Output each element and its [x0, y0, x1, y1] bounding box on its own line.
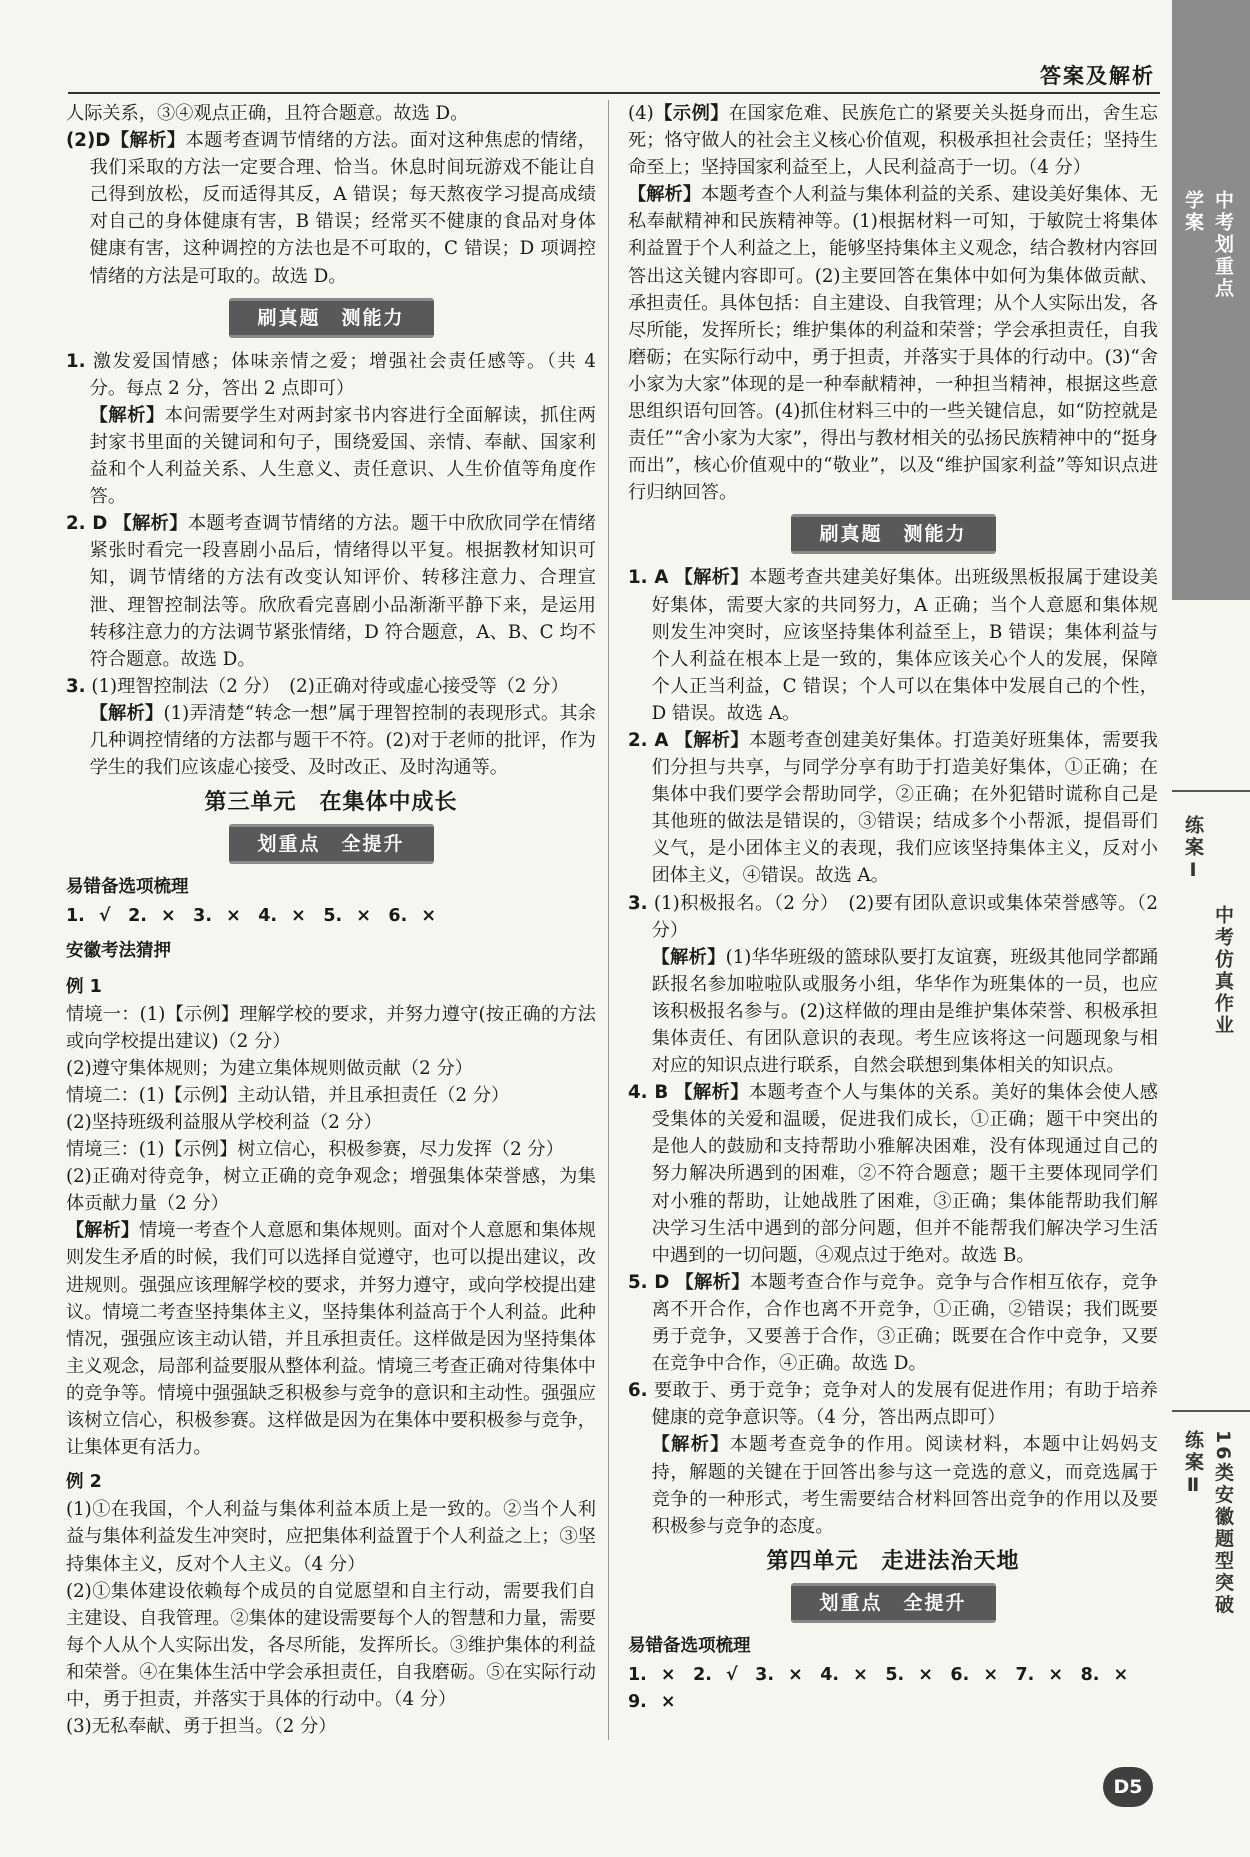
column-divider — [608, 100, 609, 1740]
side-tab-label: 练案Ⅰ — [1182, 815, 1204, 884]
header-rule — [68, 92, 1160, 94]
scenario-3a: 情境三：(1)【示例】树立信心，积极参赛，尽力发挥（2 分） — [66, 1139, 564, 1161]
side-tab-divider — [1172, 1410, 1250, 1412]
subheading-error-review: 易错备选项梳理 — [66, 877, 189, 898]
paragraph: 人际关系，③④观点正确，且符合题意。故选 D。 — [66, 103, 469, 124]
right-column — [628, 100, 1158, 1722]
section-banner-keypoints: 划重点 全提升 — [229, 824, 434, 864]
example-1-label: 例 1 — [66, 976, 102, 997]
answer-marks: 1. × 2. √ 3. × 4. × 5. × 6. × 7. × 8. × 9. × — [628, 1664, 1146, 1713]
page-number: D5 — [1103, 1767, 1153, 1807]
question-1: 1. 激发爱国情感；体味亲情之爱；增强社会责任感等。（共 4 分。每点 2 分，答出 2 点即可） — [66, 350, 596, 399]
header-title: 答案及解析 — [1040, 64, 1155, 88]
section-banner-keypoints: 划重点 全提升 — [791, 1583, 996, 1623]
question-2: 2. A 【解析】本题考查创建美好集体。打造美好班集体，需要我们分担与共享，与同学分享有助于打造美好集体，①正确；在集体中我们要学会帮助同学，②正确；在外犯错时谎称自己是其他班的做法是错误的，③错误；结成多个小帮派，提倡哥们义气，是小团体主义的表现，我们应该坚持集体主义，反对小团体主义，④错误。故选 A。 — [628, 729, 1158, 887]
question-3: 3. (1)积极报名。（2 分） (2)要有团队意识或集体荣誉感等。（2 分） — [628, 892, 1158, 941]
question-2: 2. D 【解析】本题考查调节情绪的方法。题干中欣欣同学在情绪紧张时看完一段喜剧小品后，情绪得以平复。根据教材知识可知，调节情绪的方法有改变认知评价、转移注意力、合理宣泄、理智控制法等。欣欣看完喜剧小品渐渐平静下来，是运用转移注意力的方法调节紧张情绪，D 符合题意，A、B、C 均不符合题意。故选 D。 — [66, 513, 596, 670]
scenario-1a: 情境一：(1)【示例】理解学校的要求，并努力遵守(按正确的方法或向学校提出建议)（2 分） — [66, 1003, 596, 1052]
side-tab-label: 中考划重点 — [1212, 190, 1234, 300]
answer-2-d: (2)D【解析】本题考查调节情绪的方法。面对这种焦虑的情绪，我们采取的方法一定要合理、恰当。休息时间玩游戏不能让自己得到放松，反而适得其反，A 错误；每天熬夜学习提高成绩对自己的身体健康有害，B 错误；经常买不健康的食品对身体健康有害，这种调控的方法也是不可取的，C 错误；D 项调控情绪的方法是可取的。故选 D。 — [66, 130, 596, 287]
side-tab-label: 练案Ⅱ — [1182, 1430, 1204, 1499]
example-2-c: (3)无私奉献、勇于担当。（2 分） — [66, 1716, 337, 1738]
side-tab-divider — [1172, 790, 1250, 792]
question-5: 5. D 【解析】本题考查合作与竞争。竞争与合作相互依存，竞争离不开合作，合作也离不开竞争，①正确，②错误；我们既要勇于竞争，又要善于合作，③正确；既要在合作中竞争，又要在竞争中合作，④正确。故选 D。 — [628, 1271, 1158, 1375]
left-column — [66, 100, 596, 1740]
side-tab-active — [1172, 0, 1250, 600]
scenario-1b: (2)遵守集体规则；为建立集体规则做贡献（2 分） — [66, 1057, 473, 1079]
answer-4-example: (4)【示例】在国家危难、民族危亡的紧要关头挺身而出，舍生忘死；恪守做人的社会主义核心价值观，积极承担社会责任；坚持生命至上；坚持国家利益至上，人民利益高于一切。（4 分） — [628, 103, 1158, 179]
section-banner-practice: 刷真题 测能力 — [791, 514, 996, 554]
example-2-b: (2)①集体建设依赖每个成员的自觉愿望和自主行动，需要我们自主建设、自我管理。②集体的建设需要每个人的智慧和力量，需要每个人从个人实际出发，各尽所能，发挥所长。③维护集体的利益和荣誉。④在集体生活中学会承担责任，自我磨砺。⑤在实际行动中，勇于担责，并落实于具体的行动中。（4 分） — [66, 1580, 596, 1710]
question-1-analysis: 【解析】本问需要学生对两封家书内容进行全面解读，抓住两封家书里面的关键词和句子，围绕爱国、亲情、奉献、国家利益和个人利益关系、人生意义、责任意识、人生价值等角度作答。 — [89, 404, 596, 508]
question-3-analysis: 【解析】(1)华华班级的篮球队要打友谊赛，班级其他同学都踊跃报名参加啦啦队或服务小组，华华作为班集体的一员，也应该积极报名参与。(2)这样做的理由是维护集体荣誉、积极承担集体责任、有团队意识的表现。考生应该将这一问题现象与相对应的知识点进行联系，自然会联想到集体相关的知识点。 — [651, 946, 1158, 1077]
subheading-anhui: 安徽考法猜押 — [66, 941, 171, 962]
question-1: 1. A 【解析】本题考查共建美好集体。出班级黑板报属于建设美好集体，需要大家的共同努力，A 正确；当个人意愿和集体规则发生冲突时，应该坚持集体利益至上，B 错误；集体利益与个人利益在根本上是一致的，集体应该关心个人的发展，保障个人正当利益，C 错误；个人可以在集体中发展自己的个性，D 错误。故选 A。 — [628, 567, 1158, 724]
scenario-3b: (2)正确对待竞争，树立正确的竞争观念；增强集体荣誉感，为集体贡献力量（2 分） — [66, 1166, 596, 1215]
question-3: 3. (1)理智控制法（2 分） (2)正确对待或虚心接受等（2 分） — [66, 675, 569, 697]
side-tab-label: 16类安徽题型突破 — [1212, 1430, 1234, 1617]
unit-3-title: 第三单元 在集体中成长 — [204, 790, 458, 816]
side-tab-label: 学案 — [1182, 190, 1204, 234]
example-1-analysis: 【解析】情境一考查个人意愿和集体规则。面对个人意愿和集体规则发生矛盾的时候，我们可以选择自觉遵守，也可以提出建议，改进规则。强强应该理解学校的要求，并努力遵守，或向学校提出建议。情境二考查坚持集体主义，坚持集体利益高于个人利益。此种情况，强强应该主动认错，并且承担责任。这样做是因为坚持集体主义观念，局部利益要服从整体利益。情境三考查正确对待集体中的竞争等。情境中强强缺乏积极参与竞争的意识和主动性。强强应该树立信心，积极参赛。这样做是因为在集体中要积极参与竞争，让集体更有活力。 — [66, 1220, 596, 1459]
example-2-label: 例 2 — [66, 1472, 102, 1493]
scenario-2b: (2)坚持班级利益服从学校利益（2 分） — [66, 1112, 382, 1133]
unit-4-title: 第四单元 走进法治天地 — [766, 1548, 1020, 1574]
subheading-error-review: 易错备选项梳理 — [628, 1635, 751, 1656]
scenario-2a: 情境二：(1)【示例】主动认错，并且承担责任（2 分） — [66, 1084, 510, 1106]
question-6: 6. 要敢于、勇于竞争；竞争对人的发展有促进作用；有助于培养健康的竞争意识等。（4 分，答出两点即可） — [628, 1380, 1158, 1429]
question-3-analysis: 【解析】(1)弄清楚“转念一想”属于理智控制的表现形式。其余几种调控情绪的方法都与题干不符。(2)对于老师的批评，作为学生的我们应该虚心接受、及时改正、及时沟通等。 — [89, 702, 596, 779]
example-2-a: (1)①在我国，个人利益与集体利益本质上是一致的。②当个人利益与集体利益发生冲突时，应把集体利益置于个人利益之上；③坚持集体主义，反对个人主义。（4 分） — [66, 1499, 596, 1575]
answer-4-analysis: 【解析】本题考查个人利益与集体利益的关系、建设美好集体、无私奉献精神和民族精神等。(1)根据材料一可知，于敏院士将集体利益置于个人利益之上，能够坚持集体主义观念，结合教材内容回答出这关键内容即可。(2)主要回答在集体中如何为集体做贡献、承担责任。具体包括：自主建设、自我管理；从个人实际出发，各尽所能，发挥所长；维护集体的利益和荣誉；学会承担责任，自我磨砺；在实际行动中，勇于担责，并落实于具体的行动中。(3)“舍小家为大家”体现的是一种奉献精神，一种担当精神，根据这些意思组织语句回答。(4)抓住材料三中的一些关键信息，如“防控就是责任”“舍小家为大家”，得出与教材相关的弘扬民族精神中的“挺身而出”，核心价值观中的“敬业”，以及“维护国家利益”等知识点进行归纳回答。 — [628, 184, 1158, 504]
question-6-analysis: 【解析】本题考查竞争的作用。阅读材料，本题中让妈妈支持，解题的关键在于回答出参与这一竞选的意义，而竞选属于竞争的一种形式，考生需要结合材料回答出竞争的作用以及要积极参与竞争的态度。 — [651, 1434, 1158, 1537]
section-banner-practice: 刷真题 测能力 — [229, 298, 434, 338]
answer-marks: 1. √ 2. × 3. × 4. × 5. × 6. × — [66, 906, 436, 927]
question-4: 4. B 【解析】本题考查个人与集体的关系。美好的集体会使人感受集体的关爱和温暖，促进我们成长，①正确；题干中突出的是他人的鼓励和支持帮助小雅解决困难，没有体现通过自己的努力解决所遇到的困难，②不符合题意；题干主要体现同学们对小雅的帮助，让她战胜了困难，③正确；集体能帮助我们解决学习生活中遇到的部分问题，但并不能帮我们解决学习生活中遇到的一切问题，④观点过于绝对。故选 B。 — [628, 1082, 1158, 1266]
side-tab-label: 中考仿真作业 — [1212, 905, 1234, 1037]
